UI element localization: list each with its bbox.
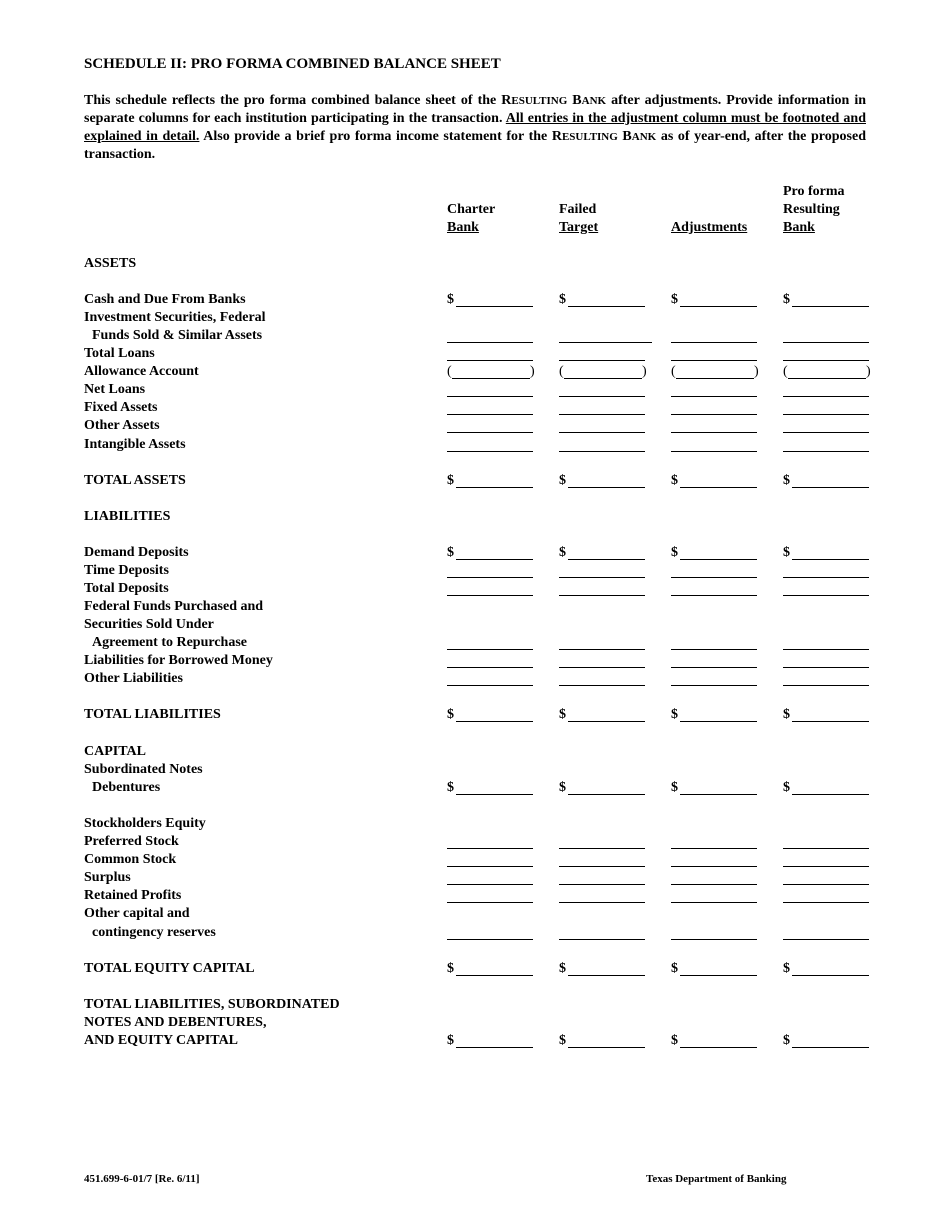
entry-total-liabilities-adjustments[interactable] xyxy=(671,706,757,724)
row-label-funds-sold: Funds Sold & Similar Assets xyxy=(92,328,263,343)
entry-cash-pro-forma-resulting-bank[interactable] xyxy=(783,291,869,309)
entry-line xyxy=(447,577,533,578)
instructions-paragraph: This schedule reflects the pro forma combined balance sheet of the RESULTING BANK after adjustments. Provide information in separate columns for each institution participating in the transaction. All entries in the adjustment column must be footnoted and explained in detail. Also provide a brief pro forma income statement for the RESULTING BANK as of year-end, after the proposed transaction. xyxy=(84,93,866,162)
row-label-agreement-to-repurchase: Agreement to Repurchase xyxy=(92,635,248,650)
entry-line xyxy=(447,414,533,415)
entry-total-assets-failed-target[interactable] xyxy=(559,472,645,490)
row-label-notes-and-debentures: NOTES AND DEBENTURES, xyxy=(84,1015,267,1030)
entry-line xyxy=(783,396,869,397)
entry-line xyxy=(559,649,645,650)
entry-intangible-assets-failed-target[interactable] xyxy=(559,436,645,454)
entry-line xyxy=(559,396,645,397)
entry-line xyxy=(792,975,869,976)
entry-funds-sold-adjustments[interactable] xyxy=(671,327,757,345)
entry-and-equity-capital-adjustments[interactable] xyxy=(671,1032,757,1050)
entry-common-stock-failed-target[interactable] xyxy=(559,851,645,869)
column-header-adjustments: Adjustments xyxy=(671,220,748,235)
entry-net-loans-charter-bank[interactable] xyxy=(447,381,533,399)
entry-line xyxy=(788,378,866,379)
entry-total-deposits-pro-forma-resulting-bank[interactable] xyxy=(783,580,869,598)
dollar-sign: $ xyxy=(447,292,454,307)
dollar-sign: $ xyxy=(447,780,454,795)
row-label-total-liabilities: TOTAL LIABILITIES xyxy=(84,707,221,722)
entry-other-liabilities-adjustments[interactable] xyxy=(671,670,757,688)
entry-line xyxy=(680,794,757,795)
entry-total-equity-capital-pro-forma-resulting-bank[interactable] xyxy=(783,960,869,978)
entry-line xyxy=(680,721,757,722)
dollar-sign: $ xyxy=(559,707,566,722)
row-label-retained-profits: Retained Profits xyxy=(84,888,182,903)
entry-demand-deposits-pro-forma-resulting-bank[interactable] xyxy=(783,544,869,562)
dollar-sign: $ xyxy=(783,961,790,976)
entry-line xyxy=(447,396,533,397)
entry-line xyxy=(792,559,869,560)
entry-line xyxy=(671,866,757,867)
entry-funds-sold-charter-bank[interactable] xyxy=(447,327,533,345)
entry-other-assets-pro-forma-resulting-bank[interactable] xyxy=(783,417,869,435)
entry-time-deposits-charter-bank[interactable] xyxy=(447,562,533,580)
entry-line xyxy=(456,559,533,560)
entry-total-equity-capital-adjustments[interactable] xyxy=(671,960,757,978)
entry-retained-profits-adjustments[interactable] xyxy=(671,887,757,905)
entry-cash-failed-target[interactable] xyxy=(559,291,645,309)
entry-time-deposits-failed-target[interactable] xyxy=(559,562,645,580)
entry-contingency-reserves-charter-bank[interactable] xyxy=(447,924,533,942)
dollar-sign: $ xyxy=(559,292,566,307)
dollar-sign: $ xyxy=(559,1033,566,1048)
row-label-total-assets: TOTAL ASSETS xyxy=(84,473,186,488)
row-label-cash: Cash and Due From Banks xyxy=(84,292,246,307)
entry-line xyxy=(792,306,869,307)
entry-intangible-assets-pro-forma-resulting-bank[interactable] xyxy=(783,436,869,454)
entry-demand-deposits-charter-bank[interactable] xyxy=(447,544,533,562)
entry-line xyxy=(680,975,757,976)
entry-line xyxy=(559,939,645,940)
entry-line xyxy=(671,342,757,343)
entry-and-equity-capital-charter-bank[interactable] xyxy=(447,1032,533,1050)
open-paren: ( xyxy=(559,364,564,379)
entry-cash-charter-bank[interactable] xyxy=(447,291,533,309)
row-label-total-liabilities-subordinated: TOTAL LIABILITIES, SUBORDINATED xyxy=(84,997,340,1012)
entry-total-deposits-adjustments[interactable] xyxy=(671,580,757,598)
entry-demand-deposits-adjustments[interactable] xyxy=(671,544,757,562)
entry-total-liabilities-charter-bank[interactable] xyxy=(447,706,533,724)
row-label-intangible-assets: Intangible Assets xyxy=(84,437,186,452)
entry-debentures-failed-target[interactable] xyxy=(559,779,645,797)
entry-agreement-to-repurchase-adjustments[interactable] xyxy=(671,634,757,652)
entry-total-loans-adjustments[interactable] xyxy=(671,345,757,363)
entry-allowance-account-adjustments[interactable] xyxy=(671,363,757,381)
entry-total-assets-adjustments[interactable] xyxy=(671,472,757,490)
entry-borrowed-money-adjustments[interactable] xyxy=(671,652,757,670)
entry-net-loans-failed-target[interactable] xyxy=(559,381,645,399)
entry-line xyxy=(447,432,533,433)
entry-debentures-adjustments[interactable] xyxy=(671,779,757,797)
close-paren: ) xyxy=(642,364,647,379)
entry-line xyxy=(559,432,645,433)
entry-line xyxy=(676,378,754,379)
agency-name: Texas Department of Banking xyxy=(646,1173,787,1185)
entry-time-deposits-adjustments[interactable] xyxy=(671,562,757,580)
entry-line xyxy=(671,902,757,903)
entry-line xyxy=(559,577,645,578)
close-paren: ) xyxy=(866,364,871,379)
dollar-sign: $ xyxy=(783,707,790,722)
row-label-investment-securities: Investment Securities, Federal xyxy=(84,310,266,325)
entry-line xyxy=(783,432,869,433)
entry-net-loans-adjustments[interactable] xyxy=(671,381,757,399)
dollar-sign: $ xyxy=(783,473,790,488)
dollar-sign: $ xyxy=(559,545,566,560)
entry-line xyxy=(568,487,645,488)
entry-fixed-assets-failed-target[interactable] xyxy=(559,399,645,417)
dollar-sign: $ xyxy=(447,1033,454,1048)
entry-line xyxy=(671,685,757,686)
entry-line xyxy=(680,306,757,307)
dollar-sign: $ xyxy=(671,780,678,795)
entry-agreement-to-repurchase-failed-target[interactable] xyxy=(559,634,645,652)
entry-line xyxy=(671,577,757,578)
entry-line xyxy=(559,360,645,361)
dollar-sign: $ xyxy=(559,961,566,976)
dollar-sign: $ xyxy=(447,473,454,488)
entry-line xyxy=(559,595,645,596)
entry-line xyxy=(559,414,645,415)
entry-line xyxy=(559,342,652,343)
dollar-sign: $ xyxy=(671,292,678,307)
row-label-contingency-reserves: contingency reserves xyxy=(92,925,216,940)
entry-line xyxy=(456,487,533,488)
entry-other-liabilities-failed-target[interactable] xyxy=(559,670,645,688)
section-heading-assets: ASSETS xyxy=(84,256,137,271)
entry-preferred-stock-failed-target[interactable] xyxy=(559,833,645,851)
entry-preferred-stock-adjustments[interactable] xyxy=(671,833,757,851)
entry-line xyxy=(671,595,757,596)
entry-line xyxy=(671,884,757,885)
entry-total-assets-charter-bank[interactable] xyxy=(447,472,533,490)
entry-line xyxy=(447,342,533,343)
entry-total-liabilities-failed-target[interactable] xyxy=(559,706,645,724)
entry-fixed-assets-pro-forma-resulting-bank[interactable] xyxy=(783,399,869,417)
entry-agreement-to-repurchase-pro-forma-resulting-bank[interactable] xyxy=(783,634,869,652)
entry-contingency-reserves-adjustments[interactable] xyxy=(671,924,757,942)
row-label-debentures: Debentures xyxy=(92,780,161,795)
entry-contingency-reserves-failed-target[interactable] xyxy=(559,924,645,942)
entry-line xyxy=(559,685,645,686)
row-label-other-capital: Other capital and xyxy=(84,906,190,921)
dollar-sign: $ xyxy=(671,1033,678,1048)
entry-surplus-pro-forma-resulting-bank[interactable] xyxy=(783,869,869,887)
entry-surplus-charter-bank[interactable] xyxy=(447,869,533,887)
row-label-total-equity-capital: TOTAL EQUITY CAPITAL xyxy=(84,961,255,976)
entry-line xyxy=(783,649,869,650)
row-label-preferred-stock: Preferred Stock xyxy=(84,834,179,849)
entry-line xyxy=(671,451,757,452)
entry-line xyxy=(783,595,869,596)
row-label-surplus: Surplus xyxy=(84,870,131,885)
entry-line xyxy=(671,360,757,361)
entry-contingency-reserves-pro-forma-resulting-bank[interactable] xyxy=(783,924,869,942)
entry-net-loans-pro-forma-resulting-bank[interactable] xyxy=(783,381,869,399)
column-header-failed-target: Failed Target xyxy=(559,202,599,235)
entry-preferred-stock-charter-bank[interactable] xyxy=(447,833,533,851)
row-label-other-assets: Other Assets xyxy=(84,418,160,433)
row-label-demand-deposits: Demand Deposits xyxy=(84,545,189,560)
row-label-and-equity-capital: AND EQUITY CAPITAL xyxy=(84,1033,239,1048)
entry-line xyxy=(568,721,645,722)
entry-funds-sold-pro-forma-resulting-bank[interactable] xyxy=(783,327,869,345)
row-label-time-deposits: Time Deposits xyxy=(84,563,169,578)
entry-line xyxy=(456,1047,533,1048)
entry-intangible-assets-charter-bank[interactable] xyxy=(447,436,533,454)
entry-surplus-adjustments[interactable] xyxy=(671,869,757,887)
entry-line xyxy=(783,451,869,452)
row-label-fixed-assets: Fixed Assets xyxy=(84,400,158,415)
dollar-sign: $ xyxy=(671,707,678,722)
dollar-sign: $ xyxy=(671,545,678,560)
entry-line xyxy=(559,866,645,867)
entry-common-stock-adjustments[interactable] xyxy=(671,851,757,869)
entry-line xyxy=(783,884,869,885)
close-paren: ) xyxy=(754,364,759,379)
form-number: 451.699-6-01/7 [Re. 6/11] xyxy=(84,1173,200,1185)
section-heading-liabilities: LIABILITIES xyxy=(84,509,171,524)
entry-line xyxy=(783,360,869,361)
entry-line xyxy=(456,794,533,795)
row-label-securities-sold-under: Securities Sold Under xyxy=(84,617,214,632)
entry-other-assets-charter-bank[interactable] xyxy=(447,417,533,435)
entry-retained-profits-pro-forma-resulting-bank[interactable] xyxy=(783,887,869,905)
entry-line xyxy=(447,595,533,596)
entry-common-stock-charter-bank[interactable] xyxy=(447,851,533,869)
entry-line xyxy=(447,848,533,849)
entry-total-loans-pro-forma-resulting-bank[interactable] xyxy=(783,345,869,363)
entry-allowance-account-failed-target[interactable] xyxy=(559,363,645,381)
entry-line xyxy=(559,451,645,452)
entry-allowance-account-pro-forma-resulting-bank[interactable] xyxy=(783,363,869,381)
entry-line xyxy=(559,848,645,849)
entry-line xyxy=(568,794,645,795)
entry-borrowed-money-charter-bank[interactable] xyxy=(447,652,533,670)
entry-line xyxy=(783,667,869,668)
column-header-charter-bank: Charter Bank xyxy=(447,202,496,235)
entry-line xyxy=(783,685,869,686)
row-label-common-stock: Common Stock xyxy=(84,852,177,867)
row-label-federal-funds-purchased: Federal Funds Purchased and xyxy=(84,599,264,614)
entry-line xyxy=(447,649,533,650)
dollar-sign: $ xyxy=(559,473,566,488)
entry-line xyxy=(447,360,533,361)
open-paren: ( xyxy=(783,364,788,379)
entry-line xyxy=(559,884,645,885)
entry-retained-profits-failed-target[interactable] xyxy=(559,887,645,905)
entry-line xyxy=(564,378,642,379)
row-label-borrowed-money: Liabilities for Borrowed Money xyxy=(84,653,273,668)
entry-line xyxy=(671,396,757,397)
entry-other-assets-adjustments[interactable] xyxy=(671,417,757,435)
entry-preferred-stock-pro-forma-resulting-bank[interactable] xyxy=(783,833,869,851)
entry-and-equity-capital-failed-target[interactable] xyxy=(559,1032,645,1050)
entry-demand-deposits-failed-target[interactable] xyxy=(559,544,645,562)
row-label-allowance-account: Allowance Account xyxy=(84,364,199,379)
dollar-sign: $ xyxy=(447,545,454,560)
entry-line xyxy=(671,432,757,433)
entry-fixed-assets-adjustments[interactable] xyxy=(671,399,757,417)
entry-total-equity-capital-failed-target[interactable] xyxy=(559,960,645,978)
entry-total-equity-capital-charter-bank[interactable] xyxy=(447,960,533,978)
entry-line xyxy=(783,939,869,940)
entry-total-deposits-failed-target[interactable] xyxy=(559,580,645,598)
entry-line xyxy=(447,685,533,686)
entry-line xyxy=(783,414,869,415)
entry-line xyxy=(671,414,757,415)
entry-total-loans-charter-bank[interactable] xyxy=(447,345,533,363)
entry-line xyxy=(671,649,757,650)
entry-and-equity-capital-pro-forma-resulting-bank[interactable] xyxy=(783,1032,869,1050)
entry-total-loans-failed-target[interactable] xyxy=(559,345,645,363)
row-label-stockholders-equity: Stockholders Equity xyxy=(84,816,206,831)
close-paren: ) xyxy=(530,364,535,379)
entry-line xyxy=(783,866,869,867)
entry-line xyxy=(447,451,533,452)
entry-line xyxy=(456,975,533,976)
entry-line xyxy=(456,721,533,722)
entry-line xyxy=(447,667,533,668)
entry-retained-profits-charter-bank[interactable] xyxy=(447,887,533,905)
row-label-subordinated-notes: Subordinated Notes xyxy=(84,762,203,777)
entry-line xyxy=(568,559,645,560)
entry-other-assets-failed-target[interactable] xyxy=(559,417,645,435)
entry-other-liabilities-pro-forma-resulting-bank[interactable] xyxy=(783,670,869,688)
entry-line xyxy=(568,306,645,307)
dollar-sign: $ xyxy=(783,1033,790,1048)
entry-line xyxy=(452,378,530,379)
entry-line xyxy=(456,306,533,307)
entry-line xyxy=(568,975,645,976)
row-label-other-liabilities: Other Liabilities xyxy=(84,671,183,686)
entry-line xyxy=(792,1047,869,1048)
entry-line xyxy=(447,884,533,885)
column-header-pro-forma-resulting-bank: Pro forma Resulting Bank xyxy=(783,184,845,235)
entry-surplus-failed-target[interactable] xyxy=(559,869,645,887)
entry-debentures-charter-bank[interactable] xyxy=(447,779,533,797)
row-label-total-deposits: Total Deposits xyxy=(84,581,169,596)
entry-funds-sold-failed-target[interactable] xyxy=(559,327,645,345)
entry-total-liabilities-pro-forma-resulting-bank[interactable] xyxy=(783,706,869,724)
schedule-title: SCHEDULE II: PRO FORMA COMBINED BALANCE SHEET xyxy=(84,56,501,72)
entry-line xyxy=(783,902,869,903)
entry-line xyxy=(783,577,869,578)
entry-time-deposits-pro-forma-resulting-bank[interactable] xyxy=(783,562,869,580)
entry-line xyxy=(671,939,757,940)
entry-line xyxy=(783,848,869,849)
entry-line xyxy=(680,1047,757,1048)
row-label-net-loans: Net Loans xyxy=(84,382,146,397)
open-paren: ( xyxy=(671,364,676,379)
entry-line xyxy=(447,866,533,867)
entry-total-assets-pro-forma-resulting-bank[interactable] xyxy=(783,472,869,490)
entry-total-deposits-charter-bank[interactable] xyxy=(447,580,533,598)
entry-line xyxy=(680,487,757,488)
entry-line xyxy=(792,794,869,795)
dollar-sign: $ xyxy=(559,780,566,795)
entry-allowance-account-charter-bank[interactable] xyxy=(447,363,533,381)
entry-line xyxy=(792,487,869,488)
entry-agreement-to-repurchase-charter-bank[interactable] xyxy=(447,634,533,652)
entry-debentures-pro-forma-resulting-bank[interactable] xyxy=(783,779,869,797)
dollar-sign: $ xyxy=(671,961,678,976)
dollar-sign: $ xyxy=(783,780,790,795)
entry-line xyxy=(680,559,757,560)
entry-borrowed-money-pro-forma-resulting-bank[interactable] xyxy=(783,652,869,670)
open-paren: ( xyxy=(447,364,452,379)
entry-line xyxy=(447,939,533,940)
dollar-sign: $ xyxy=(447,707,454,722)
section-heading-capital: CAPITAL xyxy=(84,744,146,759)
entry-common-stock-pro-forma-resulting-bank[interactable] xyxy=(783,851,869,869)
entry-intangible-assets-adjustments[interactable] xyxy=(671,436,757,454)
dollar-sign: $ xyxy=(783,292,790,307)
row-label-total-loans: Total Loans xyxy=(84,346,155,361)
entry-other-liabilities-charter-bank[interactable] xyxy=(447,670,533,688)
entry-line xyxy=(447,902,533,903)
entry-line xyxy=(568,1047,645,1048)
entry-cash-adjustments[interactable] xyxy=(671,291,757,309)
entry-line xyxy=(671,848,757,849)
entry-line xyxy=(559,902,645,903)
entry-fixed-assets-charter-bank[interactable] xyxy=(447,399,533,417)
dollar-sign: $ xyxy=(783,545,790,560)
dollar-sign: $ xyxy=(447,961,454,976)
entry-line xyxy=(559,667,645,668)
entry-line xyxy=(792,721,869,722)
entry-line xyxy=(671,667,757,668)
dollar-sign: $ xyxy=(671,473,678,488)
entry-line xyxy=(783,342,869,343)
entry-borrowed-money-failed-target[interactable] xyxy=(559,652,645,670)
